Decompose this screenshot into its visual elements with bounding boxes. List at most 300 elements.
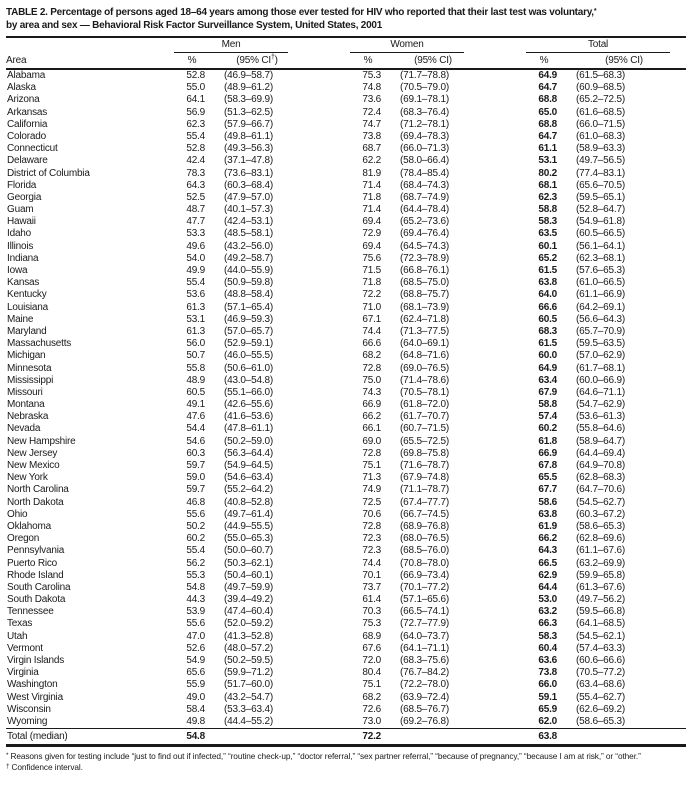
spacer-cell [304, 545, 350, 557]
area-cell: Alaska [7, 82, 36, 94]
area-cell: Missouri [7, 386, 43, 398]
area-cell: Mississippi [7, 374, 54, 386]
women-pct-cell: 67.1 [362, 313, 382, 325]
spacer-cell [480, 387, 526, 399]
men-ci-cell: (49.7–61.4) [224, 508, 273, 520]
table-title [6, 7, 686, 36]
total-pct-cell: 60.2 [538, 423, 558, 435]
spacer-cell [304, 472, 350, 484]
spacer-cell [304, 631, 350, 643]
men-ci-cell: (51.7–60.0) [224, 679, 273, 691]
spacer-cell [480, 326, 526, 338]
total-ci-cell: (59.9–65.8) [576, 569, 625, 581]
men-pct-cell: 54.8 [186, 581, 205, 593]
total-pct-cell: 63.5 [538, 228, 558, 240]
men-pct-cell: 78.3 [186, 167, 205, 179]
spacer-cell [480, 704, 526, 716]
women-ci-cell: (69.1–78.1) [400, 94, 449, 106]
table-row [6, 387, 686, 399]
spacer-cell [304, 338, 350, 350]
area-cell: Iowa [7, 265, 28, 276]
total-pct-cell: 61.9 [538, 520, 558, 532]
table-row [6, 521, 686, 533]
men-ci-cell: (50.4–60.1) [224, 569, 273, 581]
area-cell: Tennessee [7, 606, 54, 618]
total-pct-cell: 58.8 [538, 204, 558, 216]
spacer-cell [304, 265, 350, 277]
total-women-pct-cell: 72.2 [350, 729, 386, 746]
women-pct-cell: 68.2 [362, 691, 382, 703]
table-row [6, 131, 686, 143]
men-ci-cell: (44.9–55.5) [224, 520, 273, 532]
data-table [6, 36, 686, 747]
men-ci-cell: (50.9–59.8) [224, 277, 273, 289]
women-ci-cell: (68.5–76.7) [400, 703, 449, 715]
table-row [6, 460, 686, 472]
total-pct-cell: 64.7 [538, 130, 558, 142]
women-ci-cell: (68.7–74.9) [400, 191, 449, 203]
women-ci-cell: (66.0–71.3) [400, 143, 449, 155]
total-ci-cell: (62.6–69.2) [576, 703, 625, 715]
total-ci-cell: (70.5–77.2) [576, 667, 625, 679]
women-pct-cell: 74.8 [362, 82, 382, 94]
area-cell: Utah [7, 630, 28, 642]
footnotes [6, 747, 692, 772]
total-ci-cell: (65.7–70.9) [576, 325, 625, 337]
spacer-cell [304, 241, 350, 253]
total-pct-cell: 58.3 [538, 216, 558, 228]
women-ci-cell: (72.3–78.9) [400, 252, 449, 264]
area-cell: Arkansas [7, 106, 48, 118]
area-cell: Illinois [7, 240, 34, 252]
men-pct-cell: 56.2 [186, 557, 205, 569]
men-pct-cell: 55.6 [186, 618, 205, 630]
spacer-cell [480, 375, 526, 387]
women-ci-cell: (64.1–71.1) [400, 642, 449, 654]
spacer-cell [304, 375, 350, 387]
women-pct-cell: 72.9 [362, 228, 382, 240]
women-ci-cell: (76.7–84.2) [400, 667, 449, 679]
women-pct-cell: 74.9 [362, 484, 382, 496]
total-ci-cell: (65.2–72.5) [576, 94, 625, 106]
men-pct-cell: 64.3 [186, 179, 205, 191]
area-cell: Wisconsin [7, 703, 51, 715]
women-ci-cell: (71.1–78.7) [400, 484, 449, 496]
table-row [6, 594, 686, 606]
area-cell: Hawaii [7, 216, 36, 228]
men-ci-cell: (73.6–83.1) [224, 167, 273, 179]
men-ci-cell: (44.4–55.2) [224, 715, 273, 727]
women-ci-cell: (71.3–77.5) [400, 325, 449, 337]
total-pct-cell: 61.1 [538, 143, 558, 155]
spacer-cell [304, 533, 350, 545]
total-pct-cell: 66.3 [538, 618, 558, 630]
spacer-cell [304, 119, 350, 131]
table-row [6, 618, 686, 630]
total-pct-cell: 68.3 [538, 325, 558, 337]
men-pct-cell: 54.9 [186, 655, 205, 666]
women-ci-cell: (69.4–76.4) [400, 228, 449, 240]
table-head [6, 37, 686, 69]
women-ci-cell: (61.8–72.0) [400, 399, 449, 411]
total-ci-cell: (58.6–65.3) [576, 715, 625, 727]
men-ci-cell: (43.0–54.8) [224, 374, 273, 386]
area-cell: Maryland [7, 325, 47, 337]
spacer-cell [304, 643, 350, 655]
spacer-cell [304, 655, 350, 667]
men-ci-cell: (56.3–64.4) [224, 447, 273, 459]
women-ci-cell: (70.5–79.0) [400, 82, 449, 94]
women-ci-cell: (70.8–78.0) [400, 557, 449, 569]
women-ci-cell: (72.7–77.9) [400, 618, 449, 630]
men-ci-cell: (48.9–61.2) [224, 82, 273, 94]
footnote-confidence-interval: † Confidence interval. [6, 761, 83, 772]
women-ci-cell: (72.2–78.0) [400, 679, 449, 691]
spacer-cell [304, 558, 350, 570]
women-ci-cell: (68.9–76.8) [400, 520, 449, 532]
women-ci-cell: (58.0–66.4) [400, 155, 449, 167]
area-cell: Washington [7, 679, 58, 691]
men-ci-cell: (50.2–59.0) [224, 435, 273, 447]
total-ci-cell: (66.0–71.5) [576, 118, 625, 130]
men-pct-cell: 52.6 [186, 642, 205, 654]
men-ci-cell: (49.8–61.1) [224, 130, 273, 142]
table-row [6, 497, 686, 509]
area-cell: Virgin Islands [7, 655, 65, 666]
women-pct-cell: 71.4 [362, 204, 382, 216]
total-pct-cell: 61.8 [538, 435, 558, 447]
men-ci-cell: (40.8–52.8) [224, 496, 273, 508]
total-pct-cell: 64.3 [538, 545, 558, 557]
table-row [6, 436, 686, 448]
spacer-cell [480, 241, 526, 253]
women-pct-cell: 72.3 [362, 545, 382, 557]
women-ci-cell: (69.2–76.8) [400, 715, 449, 727]
total-pct-cell: 63.8 [538, 277, 558, 289]
women-ci-cell: (69.4–78.3) [400, 130, 449, 142]
women-ci-cell: (71.4–78.6) [400, 374, 449, 386]
women-pct-cell: 81.9 [362, 167, 382, 179]
men-pct-cell: 54.4 [186, 423, 205, 435]
table-row [6, 643, 686, 655]
men-ci-cell: (40.1–57.3) [224, 204, 273, 216]
spacer-cell [480, 350, 526, 362]
table-row [6, 692, 686, 704]
spacer-cell [480, 155, 526, 167]
table-row [6, 679, 686, 691]
men-pct-cell: 48.9 [186, 374, 205, 386]
men-ci-cell: (57.9–66.7) [224, 118, 273, 130]
men-pct-cell: 55.6 [186, 508, 205, 520]
area-cell: Idaho [7, 228, 32, 240]
men-ci-cell: (43.2–54.7) [224, 691, 273, 703]
women-pct-cell: 74.7 [362, 118, 382, 130]
table-row [6, 570, 686, 582]
spacer-cell [304, 168, 350, 180]
men-ci-cell: (43.2–56.0) [224, 240, 273, 252]
spacer-cell [304, 399, 350, 411]
women-pct-cell: 69.4 [362, 216, 382, 228]
total-ci-cell: (61.1–67.6) [576, 545, 625, 557]
area-cell: Delaware [7, 155, 48, 167]
spacer-cell [304, 729, 350, 746]
table-row [6, 216, 686, 228]
spacer-cell [304, 277, 350, 289]
women-ci-cell: (66.7–74.5) [400, 508, 449, 520]
women-ci-cell: (67.4–77.7) [400, 496, 449, 508]
table-row [6, 533, 686, 545]
total-total-pct-cell: 63.8 [526, 729, 562, 746]
women-pct-cell: 73.0 [362, 715, 382, 727]
area-cell: South Dakota [7, 594, 66, 606]
men-pct-cell: 49.0 [186, 691, 205, 703]
table-row [6, 582, 686, 594]
spacer-cell [304, 704, 350, 716]
area-cell: Oklahoma [7, 520, 51, 532]
spacer-cell [480, 180, 526, 192]
women-pct-cell: 72.8 [362, 362, 382, 374]
men-pct-cell: 50.7 [186, 350, 205, 362]
women-ci-cell: (61.7–70.7) [400, 411, 449, 423]
table-row [6, 192, 686, 204]
total-ci-cell: (60.5–66.5) [576, 228, 625, 240]
dagger-marker: † [270, 54, 275, 61]
total-ci-cell: (61.1–66.9) [576, 289, 625, 301]
men-ci-cell: (54.6–63.4) [224, 472, 273, 484]
spacer-cell [480, 423, 526, 435]
table-row [6, 204, 686, 216]
asterisk-marker: * [593, 8, 597, 15]
men-pct-cell: 61.3 [186, 325, 205, 337]
total-ci-cell: (55.8–64.6) [576, 423, 625, 435]
spacer-cell [480, 216, 526, 228]
men-ci-cell: (59.9–71.2) [224, 667, 273, 679]
women-ci-cell: (67.9–74.8) [400, 472, 449, 484]
women-pct-cell: 75.1 [362, 460, 382, 471]
area-cell: Virginia [7, 667, 39, 679]
spacer-cell [304, 180, 350, 192]
women-pct-cell: 75.0 [362, 374, 382, 386]
spacer-cell [304, 131, 350, 143]
men-pct-cell: 52.8 [186, 143, 205, 155]
spacer-cell [304, 302, 350, 314]
spacer-cell [480, 509, 526, 521]
men-pct-cell: 56.0 [186, 338, 205, 350]
men-pct-cell: 42.4 [186, 155, 205, 167]
total-ci-cell: (62.8–69.6) [576, 533, 625, 545]
spacer-cell [304, 692, 350, 704]
women-pct-cell: 72.5 [362, 496, 382, 508]
spacer-cell [304, 387, 350, 399]
men-pct-cell: 64.1 [186, 94, 205, 106]
spacer-cell [304, 155, 350, 167]
total-ci-cell: (58.9–63.3) [576, 143, 625, 155]
spacer-cell [304, 618, 350, 630]
area-cell: North Carolina [7, 484, 69, 496]
total-ci-cell: (57.0–62.9) [576, 350, 625, 362]
table-row [6, 448, 686, 460]
men-pct-cell: 44.3 [186, 594, 205, 606]
women-pct-cell: 61.4 [362, 594, 382, 606]
men-pct-cell: 54.6 [186, 435, 205, 447]
spacer-cell [480, 143, 526, 155]
spacer-cell [480, 582, 526, 594]
spacer-cell [480, 253, 526, 265]
total-pct-cell: 62.0 [538, 715, 558, 727]
men-pct-header: % [174, 53, 210, 69]
women-ci-cell: (68.3–75.6) [400, 655, 449, 666]
spacer-cell [480, 594, 526, 606]
area-cell: South Carolina [7, 581, 71, 593]
women-ci-cell: (66.8–76.1) [400, 265, 449, 276]
spacer-cell [480, 228, 526, 240]
men-pct-cell: 49.9 [186, 265, 205, 276]
total-pct-cell: 61.5 [538, 265, 558, 276]
spacer-cell [480, 606, 526, 618]
area-cell: Florida [7, 179, 37, 191]
total-pct-cell: 59.1 [538, 691, 558, 703]
women-ci-cell: (78.4–85.4) [400, 167, 449, 179]
table-row [6, 155, 686, 167]
men-pct-cell: 55.8 [186, 362, 205, 374]
total-pct-cell: 53.1 [538, 155, 558, 167]
spacer-cell [480, 570, 526, 582]
spacer-cell [480, 119, 526, 131]
men-ci-cell: (41.3–52.8) [224, 630, 273, 642]
table-row [6, 119, 686, 131]
area-cell: Montana [7, 399, 45, 411]
total-ci-cell: (64.1–68.5) [576, 618, 625, 630]
women-ci-cell: (70.5–78.1) [400, 386, 449, 398]
spacer-cell [304, 69, 350, 82]
spacer-cell [480, 558, 526, 570]
women-ci-cell: (64.5–74.3) [400, 240, 449, 252]
women-pct-cell: 71.3 [362, 472, 382, 484]
men-ci-cell: (41.6–53.6) [224, 411, 273, 423]
spacer-cell [304, 143, 350, 155]
total-pct-cell: 68.8 [538, 118, 558, 130]
asterisk-marker: * [6, 752, 9, 760]
total-pct-cell: 60.1 [538, 240, 558, 252]
spacer-cell [480, 472, 526, 484]
table-row [6, 107, 686, 119]
total-ci-cell: (59.5–66.8) [576, 606, 625, 618]
total-pct-cell: 65.0 [538, 106, 558, 118]
spacer-cell [304, 448, 350, 460]
men-ci-cell: (42.6–55.6) [224, 399, 273, 411]
spacer-cell [304, 326, 350, 338]
total-pct-cell: 65.5 [538, 472, 558, 484]
women-ci-cell: (65.5–72.5) [400, 435, 449, 447]
women-pct-cell: 75.1 [362, 679, 382, 691]
spacer-cell [304, 411, 350, 423]
spacer-cell [480, 192, 526, 204]
total-ci-cell: (60.0–66.9) [576, 374, 625, 386]
spacer-cell [480, 82, 526, 94]
total-pct-cell: 68.1 [538, 179, 558, 191]
total-pct-cell: 63.4 [538, 374, 558, 386]
table-row [6, 363, 686, 375]
table-row [6, 545, 686, 557]
table-row [6, 168, 686, 180]
area-cell: New Mexico [7, 460, 60, 471]
spacer-cell [480, 667, 526, 679]
women-pct-cell: 66.9 [362, 399, 382, 411]
table-row [6, 716, 686, 729]
men-pct-cell: 49.1 [186, 399, 205, 411]
men-ci-cell: (57.0–65.7) [224, 325, 273, 337]
women-pct-cell: 72.3 [362, 533, 382, 545]
women-ci-cell: (68.0–76.5) [400, 533, 449, 545]
total-ci-cell: (49.7–56.5) [576, 155, 625, 167]
spacer-cell [480, 643, 526, 655]
total-men-pct-cell: 54.8 [174, 729, 210, 746]
area-cell: Oregon [7, 533, 40, 545]
men-pct-cell: 55.3 [186, 569, 205, 581]
women-ci-cell: (66.5–74.1) [400, 606, 449, 618]
men-pct-cell: 50.2 [186, 520, 205, 532]
men-ci-cell: (49.2–58.7) [224, 252, 273, 264]
men-ci-cell: (53.3–63.4) [224, 703, 273, 715]
total-ci-cell: (61.3–67.6) [576, 581, 625, 593]
men-ci-cell: (37.1–47.8) [224, 155, 273, 167]
total-pct-cell: 66.9 [538, 447, 558, 459]
men-ci-cell: (55.1–66.0) [224, 386, 273, 398]
spacer-cell [304, 484, 350, 496]
women-ci-header: (95% CI) [386, 53, 480, 69]
women-pct-cell: 66.1 [362, 423, 382, 435]
women-pct-cell: 68.9 [362, 630, 382, 642]
spacer-cell [304, 192, 350, 204]
title-line-1: TABLE 2. Percentage of persons aged 18–64 years among those ever tested for HIV who reported that their last test was voluntary,* [6, 7, 597, 18]
spacer-cell [304, 460, 350, 472]
men-ci-cell: (48.8–58.4) [224, 289, 273, 301]
spacer-cell [304, 94, 350, 106]
women-pct-cell: 71.5 [362, 265, 382, 276]
spacer-cell [480, 545, 526, 557]
table-row [6, 411, 686, 423]
men-pct-cell: 59.7 [186, 484, 205, 496]
area-cell: New Jersey [7, 447, 58, 459]
total-ci-cell: (60.3–67.2) [576, 508, 625, 520]
total-ci-cell: (58.9–64.7) [576, 435, 625, 447]
total-pct-cell: 57.4 [538, 411, 558, 423]
spacer-cell [480, 363, 526, 375]
total-ci-cell: (64.4–69.4) [576, 447, 625, 459]
men-pct-cell: 54.0 [186, 252, 205, 264]
total-row [6, 729, 686, 746]
spacer-cell [304, 363, 350, 375]
women-pct-cell: 71.8 [362, 191, 382, 203]
men-pct-cell: 52.8 [186, 70, 205, 81]
total-ci-cell: (54.5–62.1) [576, 630, 625, 642]
spacer-cell [480, 37, 526, 53]
men-pct-cell: 65.6 [186, 667, 205, 679]
men-pct-cell: 55.4 [186, 545, 205, 557]
area-group-spacer [6, 37, 174, 53]
men-pct-cell: 48.7 [186, 204, 205, 216]
total-pct-cell: 63.8 [538, 508, 558, 520]
women-pct-cell: 80.4 [362, 667, 382, 679]
women-pct-cell: 71.0 [362, 301, 382, 313]
women-ci-cell: (70.1–77.2) [400, 581, 449, 593]
spacer-cell [480, 168, 526, 180]
total-pct-cell: 67.7 [538, 484, 558, 496]
table-row [6, 82, 686, 94]
total-ci-cell: (59.5–63.5) [576, 338, 625, 350]
women-pct-cell: 70.6 [362, 508, 382, 520]
men-ci-cell: (49.3–56.3) [224, 143, 273, 155]
